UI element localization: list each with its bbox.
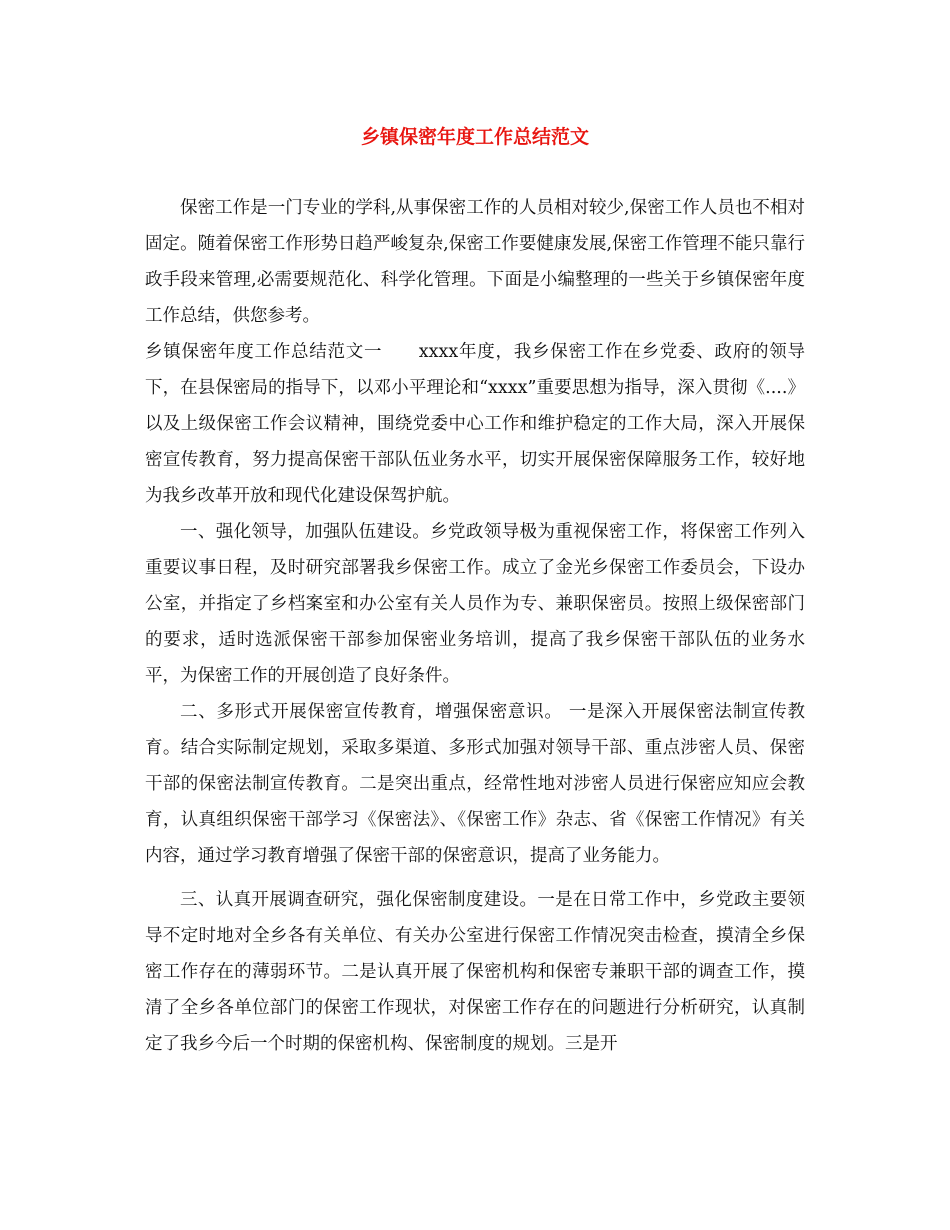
paragraph-publicity: 二、多形式开展保密宣传教育，增强保密意识。 一是深入开展保密法制宣传教育。结合实际制定规划，采取多渠道、多形式加强对领导干部、重点涉密人员、保密干部的保密法制宣传教育。二是突出重点，经常性地对涉密人员进行保密应知应会教育，认真组织保密干部学习《保密法》、《保密工作》杂志、省《保密工作情况》有关内容，通过学习教育增强了保密干部的保密意识，提高了业务能力。 <box>145 702 805 866</box>
section-heading-paragraph: 乡镇保密年度工作总结范文一 xxxx年度，我乡保密工作在乡党委、政府的领导下，在县保密局的指导下，以邓小平理论和“xxxx”重要思想为指导，深入贯彻《....》以及上级保密工作会议精神，围绕党委中心工作和维护稳定的工作大局，深入开展保密宣传教育，努力提高保密干部队伍业务水平，切实开展保密保障服务工作，较好地为我乡改革开放和现代化建设保驾护航。 <box>145 342 805 506</box>
document-title: 乡镇保密年度工作总结范文 <box>360 126 589 148</box>
document-body <box>145 190 805 1062</box>
paragraph-research: 三、认真开展调查研究，强化保密制度建设。一是在日常工作中，乡党政主要领导不定时地对全乡各有关单位、有关办公室进行保密工作情况突击检查，摸清全乡保密工作存在的薄弱环节。二是认真开展了保密机构和保密专兼职干部的调查工作，摸清了全乡各单位部门的保密工作现状，对保密工作存在的问题进行分析研究，认真制定了我乡今后一个时期的保密机构、保密制度的规划。三是开 <box>145 890 805 1054</box>
intro-paragraph: 保密工作是一门专业的学科,从事保密工作的人员相对较少,保密工作人员也不相对固定。随着保密工作形势日趋严峻复杂,保密工作要健康发展,保密工作管理不能只靠行政手段来管理,必需要规范化、科学化管理。下面是小编整理的一些关于乡镇保密年度工作总结，供您参考。 <box>145 198 805 326</box>
paragraph-leadership: 一、强化领导，加强队伍建设。乡党政领导极为重视保密工作，将保密工作列入重要议事日程，及时研究部署我乡保密工作。成立了金光乡保密工作委员会，下设办公室，并指定了乡档案室和办公室有关人员作为专、兼职保密员。按照上级保密部门的要求，适时选派保密干部参加保密业务培训，提高了我乡保密干部队伍的业务水平，为保密工作的开展创造了良好条件。 <box>145 522 805 686</box>
